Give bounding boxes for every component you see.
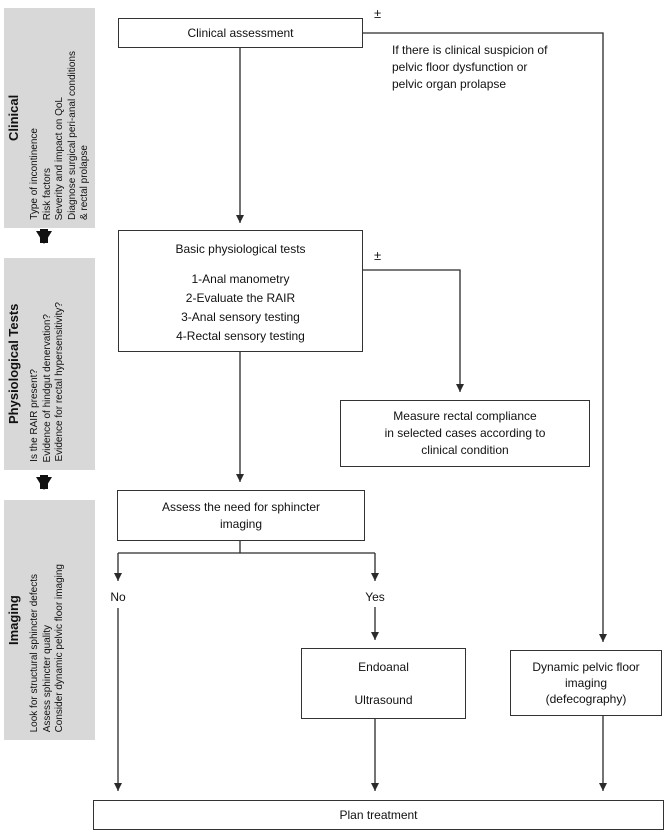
branch-label-no: No xyxy=(110,590,126,604)
sidebar-item: Assess sphincter quality xyxy=(41,624,53,732)
sidebar-section-imaging xyxy=(4,500,95,740)
assess-sphincter-imaging-box xyxy=(117,490,365,541)
plan-treatment-box xyxy=(93,800,664,830)
clinical-assessment-label: Clinical assessment xyxy=(187,26,294,40)
suspicion-note xyxy=(392,42,547,93)
plus-minus-top: ± xyxy=(374,6,382,21)
arrow-basic-to-measure xyxy=(363,270,460,392)
clinical-assessment-box xyxy=(118,18,363,48)
assess-sphincter-line: imaging xyxy=(219,516,263,531)
dynamic-imaging-line: (defecography) xyxy=(545,692,627,706)
sidebar-item: & rectal prolapse xyxy=(79,144,90,220)
plan-treatment-label: Plan treatment xyxy=(339,808,418,822)
sidebar-item: Diagnose surgical peri-anal conditions xyxy=(66,51,78,220)
sidebar-item: Risk factors xyxy=(41,167,53,220)
sidebar-items-physiological-tests xyxy=(26,258,95,470)
sidebar-items-imaging xyxy=(26,500,95,740)
measure-compliance-line: clinical condition xyxy=(421,443,509,457)
plus-minus-mid: ± xyxy=(374,248,382,263)
sidebar-section-physiological-tests xyxy=(4,258,95,470)
basic-tests-list xyxy=(176,270,305,346)
basic-test-item: 1-Anal manometry xyxy=(191,272,290,286)
sidebar-item: Evidence for rectal hypersensitivity? xyxy=(54,302,65,462)
sidebar-item: Evidence of hindgut denervation? xyxy=(41,313,53,462)
measure-rectal-compliance-box xyxy=(340,400,590,467)
suspicion-note-line: If there is clinical suspicion of xyxy=(392,43,548,57)
endoanal-ultrasound-box xyxy=(301,648,466,719)
suspicion-note-line: pelvic organ prolapse xyxy=(392,77,507,91)
sidebar-item: Severity and impact on QoL xyxy=(54,96,65,220)
endoanal-line: Endoanal xyxy=(358,660,409,674)
sidebar-item: Is the RAIR present? xyxy=(29,369,40,462)
arrow-clinical-to-dynamic xyxy=(363,33,603,642)
measure-compliance-line: in selected cases according to xyxy=(384,426,546,440)
basic-test-item: 4-Rectal sensory testing xyxy=(176,329,305,343)
sidebar-item: Look for structural sphincter defects xyxy=(29,573,40,732)
sidebar-title-physiological-tests: Physiological Tests xyxy=(6,303,21,425)
sidebar-title-clinical: Clinical xyxy=(6,94,21,142)
basic-tests-title: Basic physiological tests xyxy=(175,242,306,256)
endoanal-line: Ultrasound xyxy=(354,693,413,707)
measure-compliance-line: Measure rectal compliance xyxy=(393,409,537,423)
sidebar-section-clinical xyxy=(4,8,95,228)
basic-test-item: 3-Anal sensory testing xyxy=(181,310,300,324)
assess-sphincter-line: Assess the need for sphincter xyxy=(161,499,321,514)
sidebar-title-imaging: Imaging xyxy=(6,595,21,645)
branch-label-yes: Yes xyxy=(365,590,385,604)
dynamic-pelvic-floor-imaging-box xyxy=(510,650,662,716)
basic-physiological-tests-box xyxy=(118,230,363,352)
dynamic-imaging-line: imaging xyxy=(564,676,608,690)
suspicion-note-line: pelvic floor dysfunction or xyxy=(392,60,528,74)
basic-test-item: 2-Evaluate the RAIR xyxy=(185,291,296,305)
dynamic-imaging-line: Dynamic pelvic floor xyxy=(532,660,640,674)
sidebar-item: Consider dynamic pelvic floor imaging xyxy=(54,563,65,732)
sidebar-item: Type of incontinence xyxy=(29,128,40,220)
sidebar-items-clinical xyxy=(26,8,95,228)
